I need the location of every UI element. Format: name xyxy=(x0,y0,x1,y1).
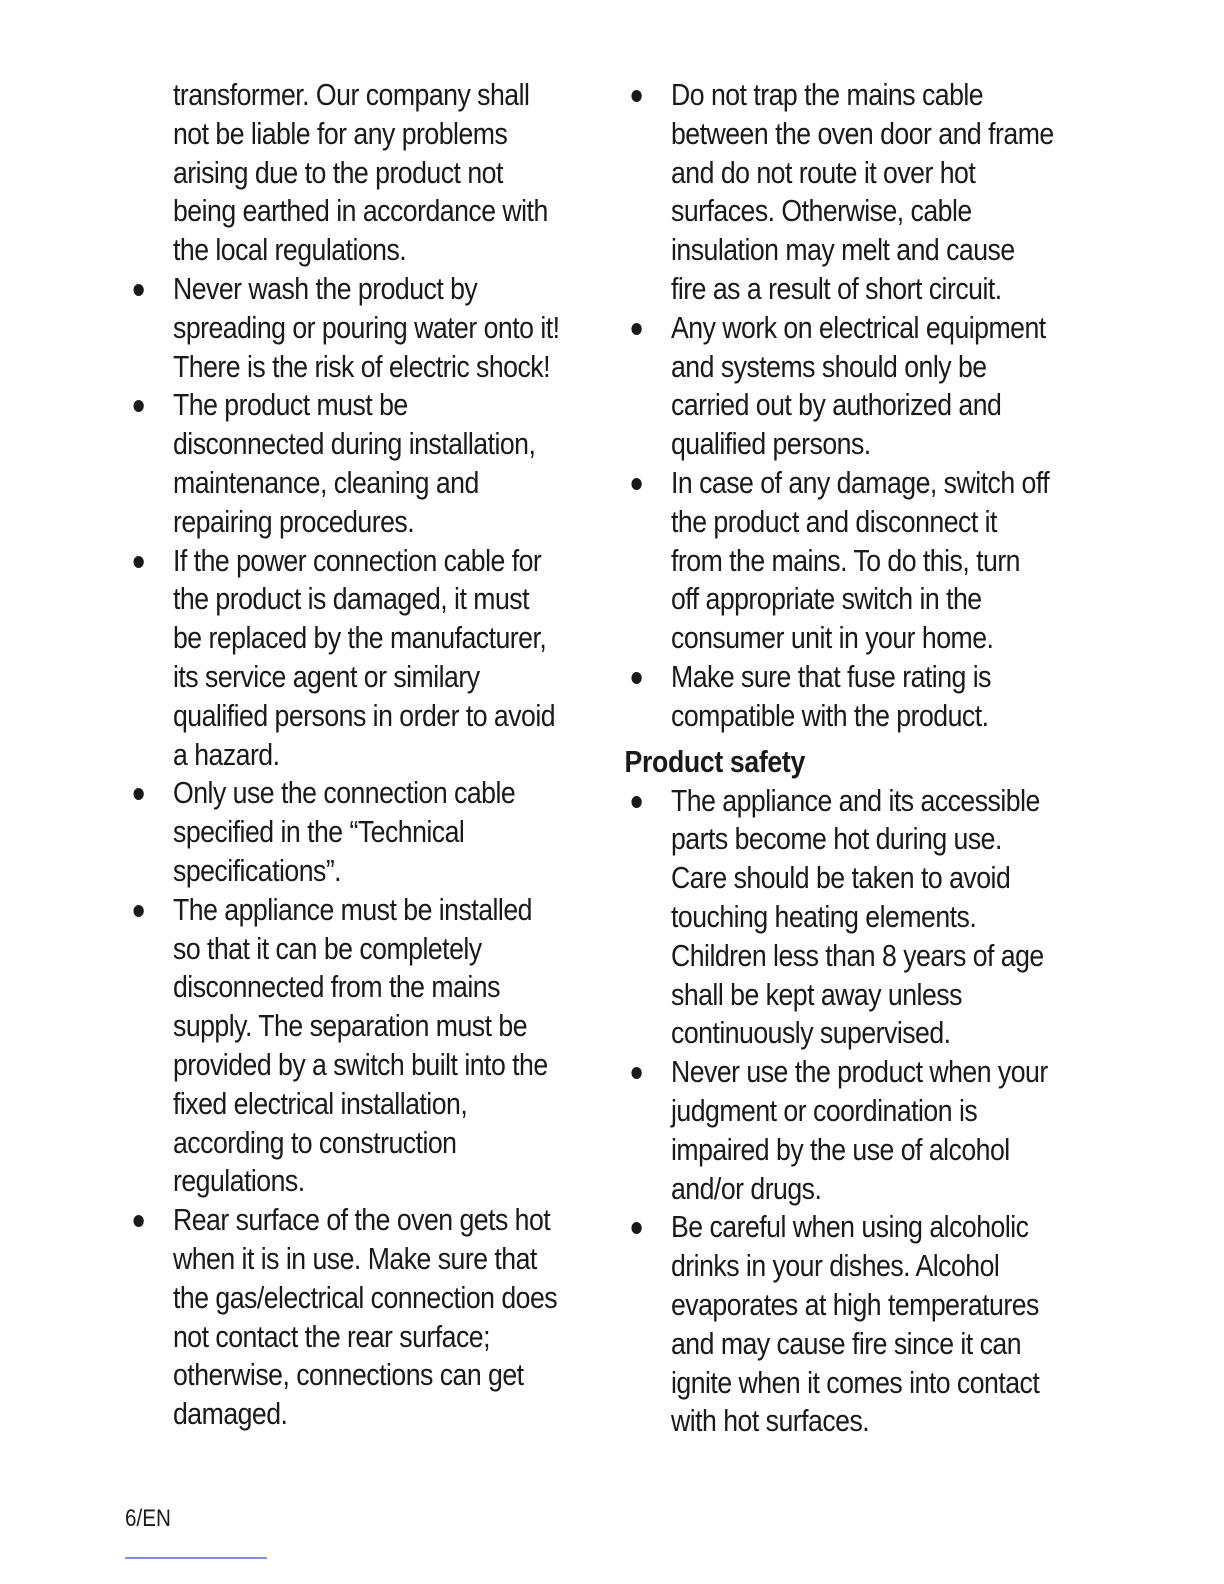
text-line: The appliance and its accessible xyxy=(671,782,1040,818)
text-line: from the mains. To do this, turn xyxy=(671,542,1020,578)
text-line: fixed electrical installation, xyxy=(173,1085,468,1121)
continuation-paragraph xyxy=(173,76,607,270)
text-line: Children less than 8 years of age xyxy=(671,937,1044,973)
text-line: specified in the “Technical xyxy=(173,814,465,850)
list-item xyxy=(671,782,1105,1054)
text-line: disconnected during installation, xyxy=(173,426,536,462)
text-line: according to construction xyxy=(173,1124,457,1160)
text-line: arising due to the product not xyxy=(173,154,503,190)
bullet-icon xyxy=(631,1222,641,1234)
page-number: 6/EN xyxy=(125,1505,171,1532)
text-line: repairing procedures. xyxy=(173,503,415,539)
text-line: disconnected from the mains xyxy=(173,969,500,1005)
text-line: surfaces. Otherwise, cable xyxy=(671,193,972,229)
list-item xyxy=(173,386,607,541)
left-column xyxy=(173,76,607,1434)
text-line: fire as a result of short circuit. xyxy=(671,270,1002,306)
bullet-icon xyxy=(631,672,641,684)
left-bullet-list xyxy=(173,270,607,1434)
text-line: The product must be xyxy=(173,387,408,423)
list-item xyxy=(173,1201,607,1434)
bullet-icon xyxy=(133,400,143,412)
text-line: and may cause fire since it can xyxy=(671,1325,1022,1361)
text-line: There is the risk of electric shock! xyxy=(173,348,551,384)
list-item xyxy=(173,891,607,1201)
text-line: In case of any damage, switch off xyxy=(671,464,1050,500)
text-line: with hot surfaces. xyxy=(671,1403,870,1439)
text-line: Make sure that fuse rating is xyxy=(671,658,991,694)
text-line: the product is damaged, it must xyxy=(173,581,529,617)
list-item xyxy=(671,464,1105,658)
text-line: insulation may melt and cause xyxy=(671,232,1015,268)
text-line: when it is in use. Make sure that xyxy=(173,1240,537,1276)
bullet-icon xyxy=(631,478,641,490)
text-line: qualified persons. xyxy=(671,426,871,462)
text-line: not contact the rear surface; xyxy=(173,1318,490,1354)
list-item xyxy=(671,1053,1105,1208)
text-line: ignite when it comes into contact xyxy=(671,1364,1040,1400)
product-safety-list xyxy=(671,782,1105,1442)
text-line: judgment or coordination is xyxy=(671,1092,978,1128)
text-line: a hazard. xyxy=(173,736,280,772)
text-line: The appliance must be installed xyxy=(173,891,532,927)
text-line: shall be kept away unless xyxy=(671,976,962,1012)
footer-divider xyxy=(125,1557,267,1559)
right-column xyxy=(624,76,1105,1441)
text-line: provided by a switch built into the xyxy=(173,1046,548,1082)
text-line: drinks in your dishes. Alcohol xyxy=(671,1248,1000,1284)
text-line: parts become hot during use. xyxy=(671,821,1002,857)
text-line: maintenance, cleaning and xyxy=(173,464,479,500)
text-line: its service agent or similary xyxy=(173,658,480,694)
text-line: touching heating elements. xyxy=(671,898,977,934)
text-line: transformer. Our company shall xyxy=(173,77,530,112)
text-line: and systems should only be xyxy=(671,348,987,384)
list-item xyxy=(671,309,1105,464)
text-line: between the oven door and frame xyxy=(671,115,1054,151)
text-line: and do not route it over hot xyxy=(671,154,976,190)
text-line: and/or drugs. xyxy=(671,1170,822,1206)
bullet-icon xyxy=(133,788,143,800)
bullet-icon xyxy=(133,905,143,917)
text-line: Only use the connection cable xyxy=(173,775,516,811)
text-line: evaporates at high temperatures xyxy=(671,1286,1039,1322)
text-line: so that it can be completely xyxy=(173,930,482,966)
text-line: supply. The separation must be xyxy=(173,1008,528,1044)
text-line: otherwise, connections can get xyxy=(173,1357,524,1393)
text-line: damaged. xyxy=(173,1396,288,1432)
text-line: compatible with the product. xyxy=(671,697,989,733)
section-heading: Product safety xyxy=(624,743,805,779)
text-line: consumer unit in your home. xyxy=(671,620,994,656)
text-line: qualified persons in order to avoid xyxy=(173,697,556,733)
text-line: impaired by the use of alcohol xyxy=(671,1131,1010,1167)
text-line: continuously supervised. xyxy=(671,1015,951,1051)
text-line: Care should be taken to avoid xyxy=(671,860,1011,896)
bullet-icon xyxy=(631,1067,641,1079)
bullet-icon xyxy=(631,323,641,335)
text-line: Rear surface of the oven gets hot xyxy=(173,1202,551,1238)
bullet-icon xyxy=(133,284,143,296)
right-bullet-list xyxy=(671,76,1105,736)
text-line: Never use the product when your xyxy=(671,1054,1048,1090)
text-line: If the power connection cable for xyxy=(173,542,542,578)
text-line: specifications”. xyxy=(173,852,342,888)
list-item xyxy=(173,542,607,775)
text-line: be replaced by the manufacturer, xyxy=(173,620,547,656)
bullet-icon xyxy=(133,556,143,568)
list-item xyxy=(671,76,1105,309)
list-item xyxy=(173,270,607,386)
text-line: not be liable for any problems xyxy=(173,115,508,151)
text-line: Do not trap the mains cable xyxy=(671,77,984,112)
bullet-icon xyxy=(631,90,641,102)
text-line: Never wash the product by xyxy=(173,270,478,306)
text-line: the gas/electrical connection does xyxy=(173,1279,558,1315)
text-line: off appropriate switch in the xyxy=(671,581,982,617)
text-line: Any work on electrical equipment xyxy=(671,309,1046,345)
bullet-icon xyxy=(133,1215,143,1227)
list-item xyxy=(671,658,1105,736)
text-line: the local regulations. xyxy=(173,232,407,268)
text-line: spreading or pouring water onto it! xyxy=(173,309,560,345)
text-line: carried out by authorized and xyxy=(671,387,1002,423)
list-item xyxy=(173,774,607,890)
list-item xyxy=(671,1208,1105,1441)
text-line: the product and disconnect it xyxy=(671,503,997,539)
text-line: regulations. xyxy=(173,1163,305,1199)
bullet-icon xyxy=(631,796,641,808)
text-line: being earthed in accordance with xyxy=(173,193,548,229)
text-line: Be careful when using alcoholic xyxy=(671,1209,1029,1245)
